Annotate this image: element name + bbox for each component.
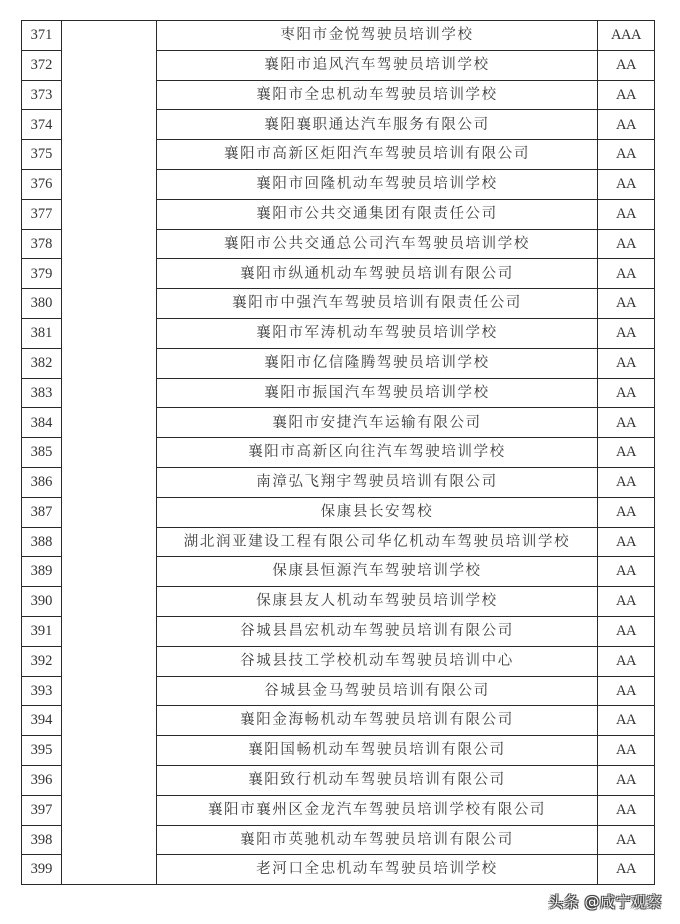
rating-grade: AA: [598, 616, 655, 646]
rating-grade: AA: [598, 438, 655, 468]
school-name: 襄阳市回隆机动车驾驶员培训学校: [157, 169, 598, 199]
rating-grade: AA: [598, 795, 655, 825]
school-name: 枣阳市金悦驾驶员培训学校: [157, 21, 598, 51]
school-name: 保康县恒源汽车驾驶培训学校: [157, 557, 598, 587]
rating-grade: AA: [598, 765, 655, 795]
row-index: 375: [22, 140, 62, 170]
rating-grade: AA: [598, 199, 655, 229]
rating-grade: AA: [598, 259, 655, 289]
school-name: 襄阳襄职通达汽车服务有限公司: [157, 110, 598, 140]
rating-grade: AA: [598, 736, 655, 766]
row-index: 381: [22, 318, 62, 348]
school-name: 保康县长安驾校: [157, 497, 598, 527]
school-name: 谷城县金马驾驶员培训有限公司: [157, 676, 598, 706]
row-index: 398: [22, 825, 62, 855]
merged-region-cell: [62, 21, 157, 885]
row-index: 393: [22, 676, 62, 706]
school-name: 南漳弘飞翔宇驾驶员培训有限公司: [157, 467, 598, 497]
row-index: 385: [22, 438, 62, 468]
rating-grade: AA: [598, 110, 655, 140]
table-body: [22, 21, 655, 885]
rating-grade: AAA: [598, 21, 655, 51]
row-index: 394: [22, 706, 62, 736]
school-name: 保康县友人机动车驾驶员培训学校: [157, 587, 598, 617]
rating-grade: AA: [598, 229, 655, 259]
row-index: 380: [22, 289, 62, 319]
row-index: 396: [22, 765, 62, 795]
rating-grade: AA: [598, 408, 655, 438]
row-index: 395: [22, 736, 62, 766]
row-index: 383: [22, 378, 62, 408]
school-name: 襄阳市亿信隆腾驾驶员培训学校: [157, 348, 598, 378]
row-index: 388: [22, 527, 62, 557]
row-index: 382: [22, 348, 62, 378]
row-index: 377: [22, 199, 62, 229]
row-index: 390: [22, 587, 62, 617]
school-name: 襄阳市全忠机动车驾驶员培训学校: [157, 80, 598, 110]
rating-grade: AA: [598, 825, 655, 855]
rating-grade: AA: [598, 855, 655, 885]
school-name: 湖北润亚建设工程有限公司华亿机动车驾驶员培训学校: [157, 527, 598, 557]
rating-grade: AA: [598, 646, 655, 676]
rating-grade: AA: [598, 348, 655, 378]
row-index: 387: [22, 497, 62, 527]
school-name: 襄阳市公共交通总公司汽车驾驶员培训学校: [157, 229, 598, 259]
watermark: 头条 @咸宁观察: [548, 893, 662, 911]
school-name: 襄阳市追风汽车驾驶员培训学校: [157, 50, 598, 80]
rating-grade: AA: [598, 467, 655, 497]
school-name: 襄阳市高新区向往汽车驾驶培训学校: [157, 438, 598, 468]
rating-grade: AA: [598, 676, 655, 706]
row-index: 391: [22, 616, 62, 646]
row-index: 397: [22, 795, 62, 825]
school-name: 襄阳市纵通机动车驾驶员培训有限公司: [157, 259, 598, 289]
row-index: 386: [22, 467, 62, 497]
school-name: 襄阳市军涛机动车驾驶员培训学校: [157, 318, 598, 348]
driving-school-rating-table: [21, 20, 655, 885]
row-index: 378: [22, 229, 62, 259]
school-name: 襄阳市公共交通集团有限责任公司: [157, 199, 598, 229]
rating-grade: AA: [598, 378, 655, 408]
school-name: 谷城县昌宏机动车驾驶员培训有限公司: [157, 616, 598, 646]
row-index: 384: [22, 408, 62, 438]
school-name: 襄阳市高新区炬阳汽车驾驶员培训有限公司: [157, 140, 598, 170]
rating-grade: AA: [598, 50, 655, 80]
row-index: 379: [22, 259, 62, 289]
rating-grade: AA: [598, 527, 655, 557]
school-name: 老河口全忠机动车驾驶员培训学校: [157, 855, 598, 885]
school-name: 襄阳市中强汽车驾驶员培训有限责任公司: [157, 289, 598, 319]
row-index: 373: [22, 80, 62, 110]
rating-grade: AA: [598, 318, 655, 348]
rating-grade: AA: [598, 497, 655, 527]
school-name: 襄阳市安捷汽车运输有限公司: [157, 408, 598, 438]
school-name: 襄阳致行机动车驾驶员培训有限公司: [157, 765, 598, 795]
rating-grade: AA: [598, 706, 655, 736]
rating-grade: AA: [598, 140, 655, 170]
school-name: 襄阳市英驰机动车驾驶员培训有限公司: [157, 825, 598, 855]
row-index: 372: [22, 50, 62, 80]
rating-grade: AA: [598, 80, 655, 110]
rating-grade: AA: [598, 587, 655, 617]
school-name: 襄阳国畅机动车驾驶员培训有限公司: [157, 736, 598, 766]
row-index: 376: [22, 169, 62, 199]
school-name: 襄阳金海畅机动车驾驶员培训有限公司: [157, 706, 598, 736]
row-index: 374: [22, 110, 62, 140]
rating-grade: AA: [598, 557, 655, 587]
rating-grade: AA: [598, 169, 655, 199]
row-index: 399: [22, 855, 62, 885]
table-row: [22, 21, 655, 51]
school-name: 襄阳市振国汽车驾驶员培训学校: [157, 378, 598, 408]
school-name: 襄阳市襄州区金龙汽车驾驶员培训学校有限公司: [157, 795, 598, 825]
row-index: 392: [22, 646, 62, 676]
school-name: 谷城县技工学校机动车驾驶员培训中心: [157, 646, 598, 676]
row-index: 389: [22, 557, 62, 587]
rating-grade: AA: [598, 289, 655, 319]
row-index: 371: [22, 21, 62, 51]
